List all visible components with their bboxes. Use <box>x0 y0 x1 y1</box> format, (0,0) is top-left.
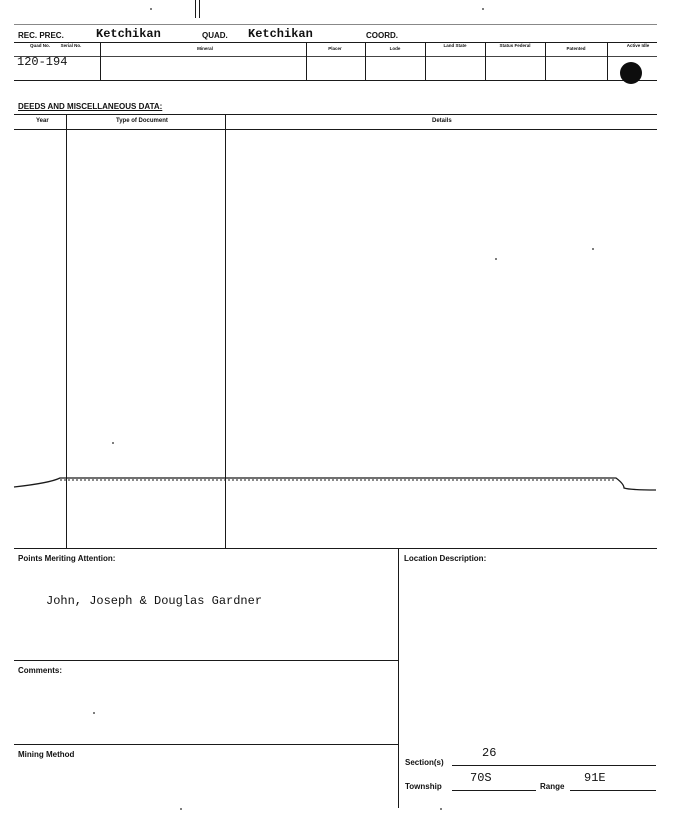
scan-speck <box>180 808 182 810</box>
section-fill-line <box>452 765 656 766</box>
col-type-of-document: Type of Document <box>116 118 168 124</box>
range-label: Range <box>540 782 565 791</box>
section-value: 26 <box>482 746 497 760</box>
quad-label: QUAD. <box>202 31 228 40</box>
punch-mark-right <box>199 0 200 18</box>
col-details: Details <box>432 118 452 124</box>
deeds-header-rule <box>14 129 657 130</box>
section-label: Section(s) <box>405 758 444 767</box>
header-top-rule <box>14 24 657 25</box>
comments-rule <box>14 660 398 661</box>
range-fill-line <box>570 790 656 791</box>
comments-label: Comments: <box>18 666 63 675</box>
range-value: 91E <box>584 771 606 785</box>
lower-center-divider <box>398 548 399 808</box>
lower-top-rule <box>14 548 657 549</box>
claim-table-header-rule <box>14 56 657 57</box>
active-marker-dot <box>620 62 642 84</box>
township-label: Township <box>405 782 442 791</box>
scan-speck <box>482 8 484 10</box>
col-patented: Patented <box>566 46 586 51</box>
col-mineral: Mineral <box>197 46 213 51</box>
col-land-state: Land State <box>443 43 467 48</box>
quad-value: Ketchikan <box>248 27 313 41</box>
scan-speck <box>495 258 497 260</box>
claim-table-bottom <box>14 80 657 81</box>
township-value: 70S <box>470 771 492 785</box>
col-year: Year <box>36 118 49 124</box>
deeds-top-rule <box>14 114 657 115</box>
col-serial-no: Serial No. <box>60 43 82 48</box>
col-divider <box>607 42 608 80</box>
mining-method-label: Mining Method <box>18 750 75 759</box>
col-divider <box>306 42 307 80</box>
punch-mark-left <box>195 0 196 18</box>
scan-speck <box>93 712 95 714</box>
quad-serial-value: 120-194 <box>17 55 68 69</box>
scan-speck <box>150 8 152 10</box>
scan-speck <box>592 248 594 250</box>
location-label: Location Description: <box>404 554 487 563</box>
col-divider <box>485 42 486 80</box>
col-divider <box>425 42 426 80</box>
col-divider <box>365 42 366 80</box>
col-lode: Lode <box>389 46 401 51</box>
township-fill-line <box>452 790 536 791</box>
scan-speck <box>440 808 442 810</box>
fold-seam <box>0 470 678 500</box>
coord-label: COORD. <box>366 31 398 40</box>
col-placer: Placer <box>328 46 342 51</box>
claim-table-top <box>14 42 657 43</box>
scan-speck <box>112 442 114 444</box>
points-label: Points Meriting Attention: <box>18 554 116 563</box>
col-active-idle: Active Idle <box>626 43 650 48</box>
col-quad-no: Quad No. <box>30 43 50 48</box>
rec-prec-label: REC. PREC. <box>18 31 64 40</box>
col-divider <box>545 42 546 80</box>
col-divider <box>100 42 101 80</box>
rec-prec-value: Ketchikan <box>96 27 161 41</box>
col-status-federal: Status Federal <box>499 43 531 48</box>
mining-rule <box>14 744 398 745</box>
points-value: John, Joseph & Douglas Gardner <box>46 594 263 608</box>
deeds-section-title: DEEDS AND MISCELLANEOUS DATA: <box>18 102 163 111</box>
